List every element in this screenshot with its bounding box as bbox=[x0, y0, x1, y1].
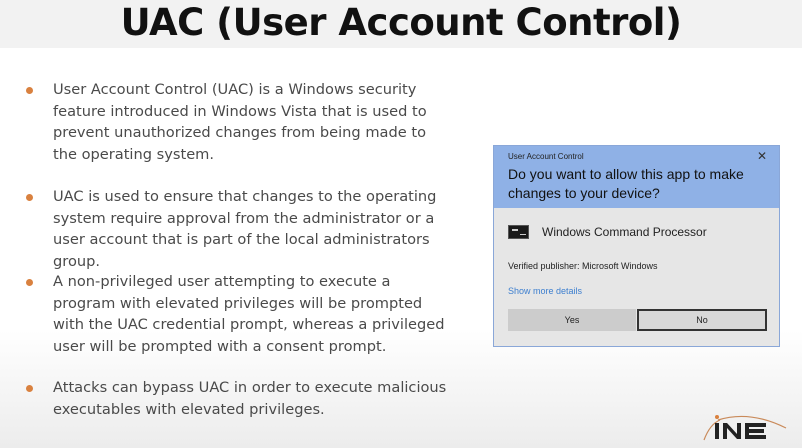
slide-title: UAC (User Account Control) bbox=[120, 0, 682, 44]
bullet-dot-icon bbox=[26, 87, 33, 94]
cmd-icon bbox=[508, 225, 529, 239]
bullet-item bbox=[26, 377, 453, 420]
bullet-text: UAC is used to ensure that changes to the operating system require approval from the administrator or a user account that is part of the local administrators group. bbox=[53, 188, 437, 270]
ine-logo-icon bbox=[700, 412, 790, 442]
close-icon[interactable]: ✕ bbox=[756, 149, 767, 163]
bullet-item bbox=[26, 186, 453, 272]
show-more-details-link[interactable]: Show more details bbox=[508, 286, 583, 296]
bullet-item bbox=[26, 271, 453, 357]
slide-title-bar bbox=[0, 0, 802, 48]
bullet-item bbox=[26, 79, 453, 165]
uac-window-title: User Account Control bbox=[508, 152, 584, 161]
bullet-dot-icon bbox=[26, 194, 33, 201]
bullet-dot-icon bbox=[26, 279, 33, 286]
uac-app-row bbox=[508, 225, 707, 239]
uac-dialog-header bbox=[494, 146, 779, 208]
bullet-text: Attacks can bypass UAC in order to execute malicious executables with elevated privileges. bbox=[53, 379, 447, 418]
uac-question: Do you want to allow this app to make changes to your device? bbox=[508, 166, 744, 201]
no-button[interactable]: No bbox=[637, 309, 767, 331]
bullet-dot-icon bbox=[26, 385, 33, 392]
bullet-text: A non-privileged user attempting to execute a program with elevated privileges will be prompted with the UAC credential prompt, whereas a privileged user will be prompted with a consent prompt. bbox=[53, 273, 445, 355]
bullet-text: User Account Control (UAC) is a Windows security feature introduced in Windows Vista that is used to prevent unauthorized changes from being made to the operating system. bbox=[53, 81, 427, 163]
yes-button[interactable]: Yes bbox=[508, 309, 636, 331]
uac-app-name: Windows Command Processor bbox=[542, 225, 707, 239]
uac-publisher: Verified publisher: Microsoft Windows bbox=[508, 261, 658, 271]
uac-dialog bbox=[493, 145, 780, 347]
